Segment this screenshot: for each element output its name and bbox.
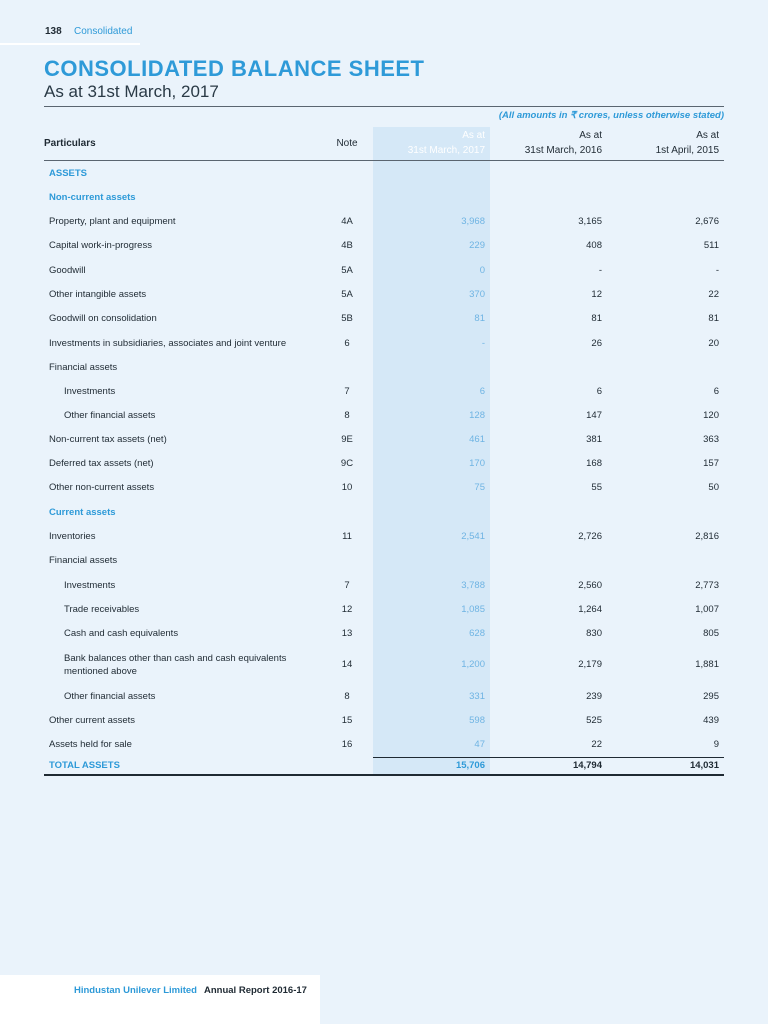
page-header bbox=[0, 0, 768, 37]
row-label: Other financial assets bbox=[64, 691, 156, 702]
row-note: 4A bbox=[341, 216, 353, 227]
total-value-2016: 14,794 bbox=[572, 760, 602, 771]
row-label: Financial assets bbox=[49, 362, 118, 373]
row-value-2015: 2,816 bbox=[695, 531, 719, 542]
row-value-2015: 805 bbox=[703, 628, 719, 639]
page-number: 138 bbox=[45, 26, 62, 37]
amounts-note: (All amounts in ₹ crores, unless otherwise stated) bbox=[498, 110, 724, 121]
row-note: 13 bbox=[341, 628, 353, 639]
row-note: 9E bbox=[341, 434, 353, 445]
row-value-2016: 55 bbox=[591, 482, 602, 493]
row-label: Other current assets bbox=[49, 715, 136, 726]
row-label: Cash and cash equivalents bbox=[64, 628, 179, 639]
page-footer bbox=[0, 975, 320, 1024]
row-value-2017: 2,541 bbox=[461, 531, 485, 542]
row-label: Assets held for sale bbox=[49, 739, 132, 750]
row-value-2015: 157 bbox=[703, 458, 719, 469]
col-2017-header-line1: As at bbox=[462, 130, 485, 141]
row-value-2015: 295 bbox=[703, 691, 719, 702]
row-value-2016: 12 bbox=[591, 289, 602, 300]
section-assets: ASSETS bbox=[49, 168, 88, 179]
row-value-2017: 81 bbox=[474, 313, 485, 324]
row-value-2017: 598 bbox=[469, 715, 485, 726]
section-tag: Consolidated bbox=[74, 26, 133, 37]
row-value-2015: 50 bbox=[708, 482, 719, 493]
row-value-2016: - bbox=[598, 265, 602, 276]
row-note: 16 bbox=[341, 739, 353, 750]
col-2017-header-line2: 31st March, 2017 bbox=[407, 145, 485, 156]
row-value-2016: 81 bbox=[591, 313, 602, 324]
row-value-2015: 9 bbox=[713, 739, 719, 750]
header-divider-line bbox=[44, 160, 724, 161]
row-note: 10 bbox=[341, 482, 353, 493]
col-2015-header-line1: As at bbox=[696, 130, 719, 141]
row-value-2016: 1,264 bbox=[578, 604, 602, 615]
col-2015-header-line2: 1st April, 2015 bbox=[655, 145, 719, 156]
row-note: 7 bbox=[344, 386, 350, 397]
total-assets-label: TOTAL ASSETS bbox=[49, 760, 120, 771]
row-value-2015: 511 bbox=[703, 240, 719, 251]
row-value-2015: 6 bbox=[713, 386, 719, 397]
row-value-2017: 461 bbox=[469, 434, 485, 445]
row-value-2016: 168 bbox=[586, 458, 602, 469]
row-value-2016: 22 bbox=[591, 739, 602, 750]
row-label: Goodwill on consolidation bbox=[49, 313, 157, 324]
row-label: Capital work-in-progress bbox=[49, 240, 152, 251]
row-value-2017: 6 bbox=[479, 386, 485, 397]
row-value-2017: 1,085 bbox=[461, 604, 485, 615]
row-value-2015: 120 bbox=[703, 410, 719, 421]
row-note: 5B bbox=[341, 313, 353, 324]
row-value-2017: 0 bbox=[479, 265, 485, 276]
row-value-2016: 239 bbox=[586, 691, 602, 702]
note-header: Note bbox=[336, 138, 358, 149]
row-value-2015: 22 bbox=[708, 289, 719, 300]
row-note: 11 bbox=[342, 531, 352, 542]
row-value-2016: 408 bbox=[586, 240, 602, 251]
row-value-2016: 2,179 bbox=[578, 659, 602, 670]
row-value-2015: 2,773 bbox=[695, 580, 719, 591]
row-value-2015: 363 bbox=[703, 434, 719, 445]
row-value-2015: 20 bbox=[708, 338, 719, 349]
row-note: 9C bbox=[340, 458, 354, 469]
row-value-2015: 1,881 bbox=[695, 659, 719, 670]
row-value-2017: 628 bbox=[469, 628, 485, 639]
footer-report: Annual Report 2016-17 bbox=[204, 985, 307, 996]
total-value-2015: 14,031 bbox=[689, 760, 719, 771]
row-note: 4B bbox=[341, 240, 353, 251]
row-label: Property, plant and equipment bbox=[49, 216, 176, 227]
col-2016-header-line2: 31st March, 2016 bbox=[524, 145, 602, 156]
row-value-2016: 2,560 bbox=[578, 580, 602, 591]
col-2016-header-line1: As at bbox=[579, 130, 602, 141]
page-subtitle: As at 31st March, 2017 bbox=[44, 82, 219, 101]
row-label: Other non-current assets bbox=[49, 482, 155, 493]
row-note: 7 bbox=[344, 580, 350, 591]
row-value-2015: 439 bbox=[703, 715, 719, 726]
row-note: 5A bbox=[341, 289, 353, 300]
row-value-2017: 229 bbox=[469, 240, 485, 251]
row-value-2016: 525 bbox=[586, 715, 602, 726]
title-divider bbox=[44, 106, 724, 107]
row-value-2017: 331 bbox=[469, 691, 485, 702]
row-label: Trade receivables bbox=[64, 604, 140, 615]
row-value-2016: 6 bbox=[596, 386, 602, 397]
total-value-2017: 15,706 bbox=[455, 760, 485, 771]
row-label: Investments bbox=[64, 580, 116, 591]
row-label: Investments in subsidiaries, associates and joint venture bbox=[49, 338, 287, 349]
row-note: 5A bbox=[341, 265, 353, 276]
row-label: Investments bbox=[64, 386, 116, 397]
row-value-2017: 370 bbox=[469, 289, 485, 300]
header-divider bbox=[0, 43, 140, 45]
row-value-2017: 3,968 bbox=[461, 216, 485, 227]
row-note: 12 bbox=[341, 604, 353, 615]
row-label-continued: mentioned above bbox=[64, 666, 137, 677]
row-label: Bank balances other than cash and cash equivalents bbox=[64, 653, 287, 664]
row-value-2016: 26 bbox=[591, 338, 602, 349]
row-value-2017: - bbox=[481, 338, 485, 349]
row-note: 14 bbox=[341, 659, 353, 670]
row-value-2016: 2,726 bbox=[578, 531, 602, 542]
row-value-2017: 47 bbox=[474, 739, 485, 750]
row-value-2017: 75 bbox=[474, 482, 485, 493]
row-label: Financial assets bbox=[49, 555, 118, 566]
row-value-2016: 830 bbox=[586, 628, 602, 639]
row-value-2017: 170 bbox=[469, 458, 485, 469]
row-label: Non-current tax assets (net) bbox=[49, 434, 167, 445]
row-label: Other intangible assets bbox=[49, 289, 147, 300]
page-title: CONSOLIDATED BALANCE SHEET bbox=[44, 56, 425, 81]
row-value-2015: 2,676 bbox=[695, 216, 719, 227]
row-value-2016: 3,165 bbox=[578, 216, 602, 227]
row-value-2015: 81 bbox=[708, 313, 719, 324]
row-value-2016: 381 bbox=[586, 434, 602, 445]
row-note: 6 bbox=[344, 338, 350, 349]
row-label: Other financial assets bbox=[64, 410, 156, 421]
row-value-2017: 3,788 bbox=[461, 580, 485, 591]
section-current-assets: Current assets bbox=[49, 507, 116, 518]
row-value-2015: - bbox=[715, 265, 719, 276]
row-label: Goodwill bbox=[49, 265, 86, 276]
row-value-2017: 128 bbox=[469, 410, 485, 421]
row-label: Inventories bbox=[49, 531, 96, 542]
row-label: Deferred tax assets (net) bbox=[49, 458, 154, 469]
footer-company: Hindustan Unilever Limited bbox=[74, 985, 197, 996]
row-note: 15 bbox=[341, 715, 353, 726]
row-value-2015: 1,007 bbox=[695, 604, 719, 615]
particulars-header: Particulars bbox=[44, 138, 96, 149]
row-value-2016: 147 bbox=[586, 410, 602, 421]
row-value-2017: 1,200 bbox=[461, 659, 485, 670]
row-note: 8 bbox=[344, 410, 350, 421]
section-non-current-assets: Non-current assets bbox=[49, 192, 136, 203]
total-top-rule bbox=[373, 757, 724, 758]
total-bottom-rule bbox=[44, 774, 724, 776]
row-note: 8 bbox=[344, 691, 350, 702]
